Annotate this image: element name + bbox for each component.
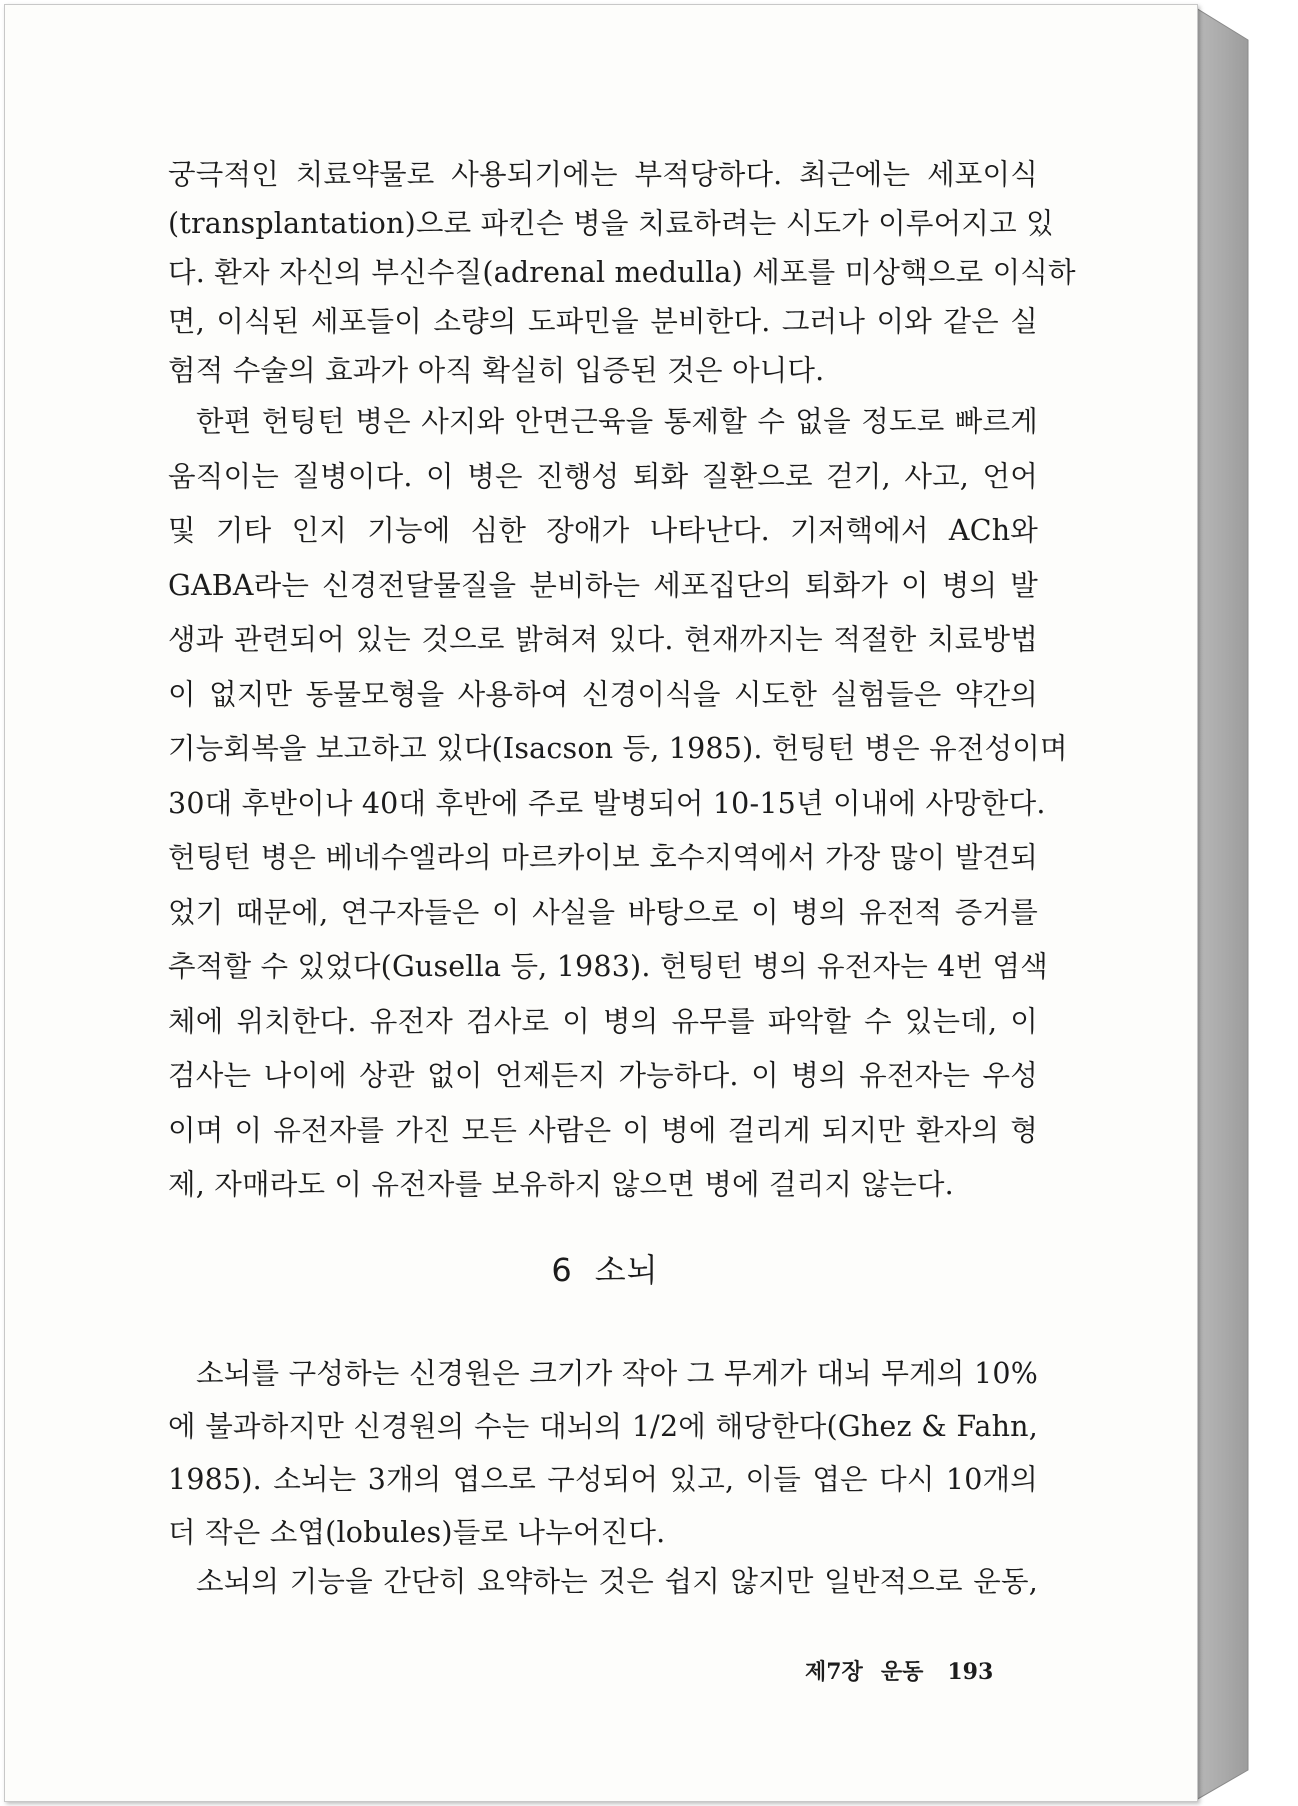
text-line: GABA라는 신경전달물질을 분비하는 세포집단의 퇴화가 이 병의 발 — [168, 568, 1038, 602]
paragraph-cerebellum-intro — [168, 1347, 1038, 1559]
page-footer — [805, 1655, 993, 1686]
text-line: 한편 헌팅턴 병은 사지와 안면근육을 통제할 수 없을 정도로 빠르게 — [196, 405, 1038, 438]
text-line: 30대 후반이나 40대 후반에 주로 발병되어 10-15년 이내에 사망한다. — [168, 786, 1046, 820]
text-line: 체에 위치한다. 유전자 검사로 이 병의 유무를 파악할 수 있는데, 이 — [168, 1004, 1038, 1038]
section-heading — [5, 1245, 1205, 1291]
text-line: 었기 때문에, 연구자들은 이 사실을 바탕으로 이 병의 유전적 증거를 — [168, 895, 1038, 929]
text-line: 이 없지만 동물모형을 사용하여 신경이식을 시도한 실험들은 약간의 — [168, 677, 1038, 711]
text-line: 다. 환자 자신의 부신수질(adrenal medulla) 세포를 미상핵으로 이식하 — [168, 256, 1076, 289]
text-line: 움직이는 질병이다. 이 병은 진행성 퇴화 질환으로 걷기, 사고, 언어 — [168, 459, 1038, 493]
text-line: 및 기타 인지 기능에 심한 장애가 나타난다. 기저핵에서 ACh와 — [168, 514, 1038, 547]
text-line: 더 작은 소엽(lobules)들로 나누어진다. — [168, 1516, 666, 1549]
text-line: 이며 이 유전자를 가진 모든 사람은 이 병에 걸리게 되지만 환자의 형 — [168, 1113, 1038, 1147]
text-line: 면, 이식된 세포들이 소량의 도파민을 분비한다. 그러나 이와 같은 실 — [168, 305, 1038, 338]
text-line: 추적할 수 있었다(Gusella 등, 1983). 헌팅턴 병의 유전자는 4번 염색 — [168, 950, 1049, 983]
text-line: 소뇌의 기능을 간단히 요약하는 것은 쉽지 않지만 일반적으로 운동, — [196, 1565, 1038, 1598]
text-line: 기능회복을 보고하고 있다(Isacson 등, 1985). 헌팅턴 병은 유전성이며 — [168, 732, 1068, 765]
section-number: 6 — [551, 1251, 573, 1289]
page-number: 193 — [947, 1659, 994, 1685]
text-line: 험적 수술의 효과가 아직 확실히 입증된 것은 아니다. — [168, 354, 825, 387]
footer-chapter-title: 운동 — [880, 1659, 924, 1685]
text-line: 1985). 소뇌는 3개의 엽으로 구성되어 있고, 이들 엽은 다시 10개의 — [168, 1463, 1038, 1496]
paragraph-cerebellum-function — [168, 1557, 1038, 1606]
book-edge-shading — [1196, 0, 1256, 1806]
document-page — [4, 4, 1198, 1802]
text-line: 헌팅턴 병은 베네수엘라의 마르카이보 호수지역에서 가장 많이 발견되 — [168, 841, 1038, 874]
text-line: 생과 관련되어 있는 것으로 밝혀져 있다. 현재까지는 적절한 치료방법 — [168, 623, 1038, 656]
text-line: (transplantation)으로 파킨슨 병을 치료하려는 시도가 이루어지고 있 — [168, 207, 1054, 240]
text-line: 검사는 나이에 상관 없이 언제든지 가능하다. 이 병의 유전자는 우성 — [168, 1059, 1038, 1092]
text-line: 제, 자매라도 이 유전자를 보유하지 않으면 병에 걸리지 않는다. — [168, 1168, 954, 1201]
footer-chapter: 제7장 — [805, 1659, 863, 1685]
book-edge-graphic — [1196, 0, 1256, 1806]
text-line: 에 불과하지만 신경원의 수는 대뇌의 1/2에 해당한다(Ghez & Fahn, — [168, 1410, 1038, 1443]
text-line: 소뇌를 구성하는 신경원은 크기가 작아 그 무게가 대뇌 무게의 10% — [196, 1357, 1038, 1390]
section-title: 소뇌 — [594, 1251, 659, 1289]
paragraph-huntington — [168, 395, 1068, 1213]
text-line: 궁극적인 치료약물로 사용되기에는 부적당하다. 최근에는 세포이식 — [168, 158, 1038, 191]
paragraph-cell-transplant — [168, 150, 1076, 395]
